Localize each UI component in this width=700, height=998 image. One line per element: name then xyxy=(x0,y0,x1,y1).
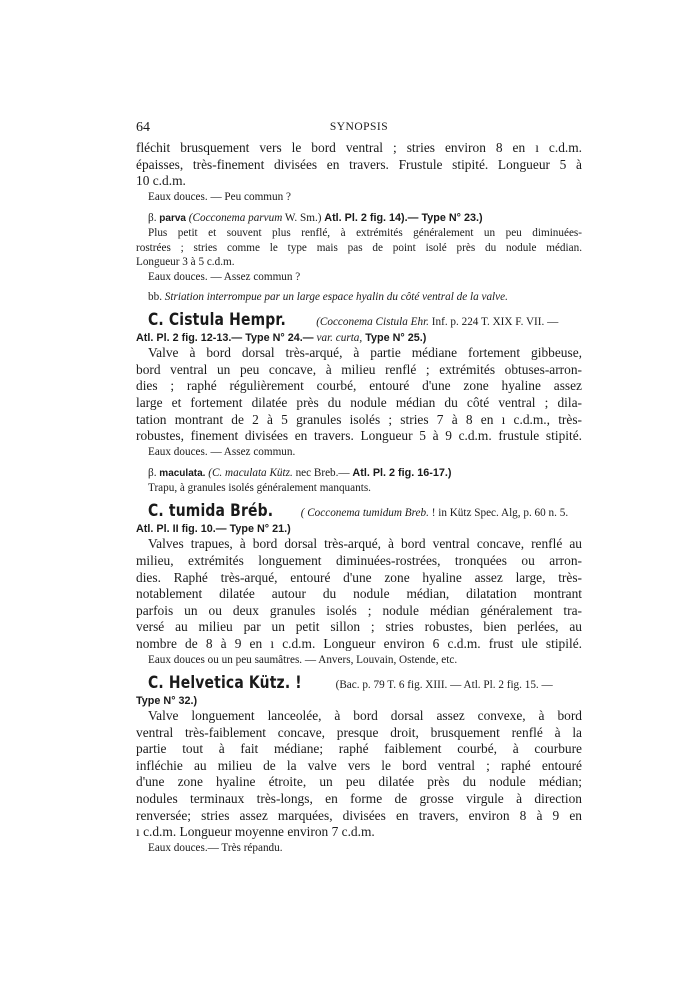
text-line: versé au milieu par un petit sillon ; stries robustes, bien perlées, au xyxy=(136,619,582,635)
text-line: Valve à bord dorsal très-arqué, à partie médiane fortement gibbeuse, xyxy=(148,345,582,361)
text-line: 10 c.d.m. xyxy=(136,173,186,189)
book-page xyxy=(136,118,582,856)
reference-text: ! in Kütz Spec. Alg, p. 60 n. 5. xyxy=(428,506,569,519)
text-line: dies. Raphé très-arqué, entouré d'une zone hyaline assez large, très- xyxy=(136,569,582,585)
text-line: milieu, extrémités longuement diminuées-rostrées, tronquées ou arron- xyxy=(136,552,582,568)
species-heading xyxy=(136,502,582,522)
reference-line: Atl. Pl. II fig. 10.— Type N° 21.) xyxy=(136,522,291,535)
reference-italic: (Cocconema Cistula Ehr. xyxy=(316,315,429,328)
variety-name: parva xyxy=(159,212,186,224)
reference-line xyxy=(136,331,582,346)
habitat-note: Eaux douces. — Assez commun. xyxy=(148,445,296,458)
text-line: bord ventral un peu concave, à milieu renflé ; extrémités obtuses-arron- xyxy=(136,361,582,377)
species-name: C. Cistula Hempr. xyxy=(148,309,286,330)
text-line: partie tout à fait médiane; raphé faiblement courbé, à courbure xyxy=(136,741,582,757)
text-line: notablement dilatée autour du nodule médian, dilatation montrant xyxy=(136,586,582,602)
habitat-note: Eaux douces. — Assez commun ? xyxy=(148,270,301,283)
reference-text: W. Sm.) xyxy=(282,211,325,224)
text-line: Valve longuement lanceolée, à bord dorsal assez convexe, à bord xyxy=(148,708,582,723)
text-line: Longueur 3 à 5 c.d.m. xyxy=(136,256,235,269)
type-reference: Type N° 25.) xyxy=(362,331,427,344)
text-line: Plus petit et souvent plus renflé, à extrémités généralement un peu diminuées- xyxy=(148,227,582,240)
page-number: 64 xyxy=(136,120,150,135)
running-title: SYNOPSIS xyxy=(329,121,389,133)
text-line: fléchit brusquement vers le bord ventral ; stries environ 8 en ı c.d.m. xyxy=(136,140,582,155)
reference-italic: (Cocconema parvum xyxy=(188,211,283,224)
atlas-reference: Atl. Pl. 2 fig. 14).— Type N° 23.) xyxy=(324,211,483,224)
text-line: Trapu, à granules isolés généralement manquants. xyxy=(148,482,371,495)
text-line: nodules terminaux très-longs, en forme de grosse virgule à direction xyxy=(136,790,582,806)
text-line: infléchie au milieu de la valve vers le bord ventral ; raphé entouré xyxy=(136,757,582,773)
atlas-reference: Atl. Pl. 2 fig. 16-17.) xyxy=(352,466,452,479)
text-line: nombre de 8 à 9 en ı c.d.m. Longueur environ 6 c.d.m. frust ule stipilé. xyxy=(136,635,582,651)
species-helvetica xyxy=(136,674,582,856)
text-line: tation montrant de 2 à 5 granules isolés ; stries 7 à 8 en ı c.d.m., très- xyxy=(136,411,582,427)
habitat-note: Eaux douces ou un peu saumâtres. — Anvers, Louvain, Ostende, etc. xyxy=(148,653,458,666)
species-heading xyxy=(136,674,582,694)
text-line: Valves trapues, à bord dorsal très-arqué, à bord ventral concave, renflé au xyxy=(148,536,582,552)
text-line: ventral très-faiblement concave, presque droit, brusquement renflé à la xyxy=(136,724,582,740)
text-line: ı c.d.m. Longueur moyenne environ 7 c.d.m. xyxy=(136,824,375,840)
reference-text: (Bac. p. 79 T. 6 fig. XIII. — Atl. Pl. 2 fig. 15. — xyxy=(335,678,553,691)
text-line: parfois un ou deux granules isolés ; nodule médian généralement tra- xyxy=(136,602,582,618)
text-line: large et fortement dilatée près du nodule médian du côté ventral ; dila- xyxy=(136,395,582,411)
atlas-reference: Atl. Pl. 2 fig. 12-13.— Type N° 24.— xyxy=(136,331,317,344)
reference-text: nec Breb.— xyxy=(292,466,353,479)
text-line: d'une zone hyaline étroite, un peu dilatée près du nodule médian; xyxy=(136,774,582,790)
text-line: rostrées ; stries comme le type mais pas de point isolé près du nodule médian. xyxy=(136,241,582,254)
section-text: Striation interrompue par un large espace hyalin du côté ventral de la valve. xyxy=(164,291,508,304)
habitat-note: Eaux douces.— Très répandu. xyxy=(148,841,283,854)
species-tumida xyxy=(136,502,582,668)
variety-maculata xyxy=(136,466,582,496)
variety-parva xyxy=(136,211,582,285)
species-cistula xyxy=(136,311,582,460)
section-bb xyxy=(136,290,582,305)
section-label: bb. xyxy=(148,291,162,304)
species-name: C. Helvetica Kütz. ! xyxy=(148,672,302,693)
species-heading xyxy=(136,311,582,331)
text-line: renversée; stries assez marquées, divisées en travers, environ 8 à 9 en xyxy=(136,807,582,823)
reference-italic: (C. maculata Kütz. xyxy=(208,466,293,479)
greek-letter: β. xyxy=(148,466,157,479)
species-name: C. tumida Bréb. xyxy=(148,500,274,521)
running-head xyxy=(136,118,582,140)
greek-letter: β. xyxy=(148,211,157,224)
top-paragraph xyxy=(136,140,582,190)
reference-line: Type N° 32.) xyxy=(136,694,198,707)
text-line: épaisses, très-finement divisées en travers. Frustule stipité. Longueur 5 à xyxy=(136,156,582,172)
reference-italic: ( Cocconema tumidum Breb. xyxy=(300,506,429,519)
text-line: robustes, finement divisées en travers. Longueur 5 à 9 c.d.m. frustule stipité. xyxy=(136,428,582,444)
variety-ref: var. curta, xyxy=(316,331,363,344)
reference-text: Inf. p. 224 T. XIX F. VII. — xyxy=(428,315,559,328)
variety-name: maculata. xyxy=(159,467,206,479)
text-line: dies ; raphé régulièrement courbé, entouré d'une zone hyaline assez xyxy=(136,378,582,394)
habitat-note: Eaux douces. — Peu commun ? xyxy=(148,190,291,203)
